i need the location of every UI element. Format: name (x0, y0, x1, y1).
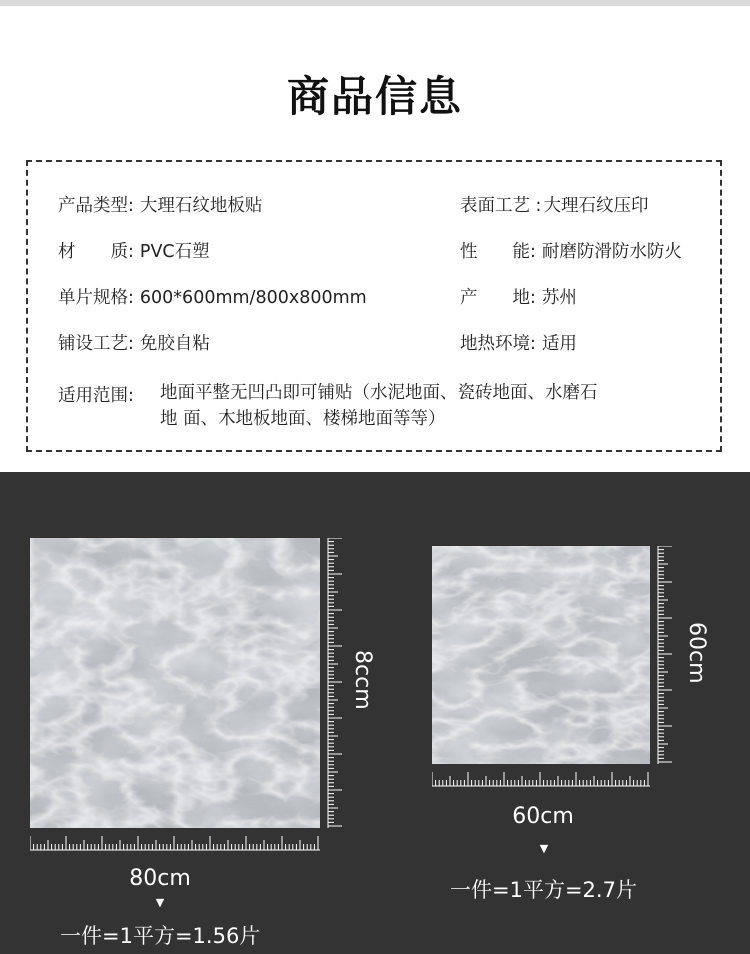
large-marble-tile-image (30, 538, 320, 828)
info-range-line1: 地面平整无凹凸即可铺贴（水泥地面、瓷砖地面、水磨石 (160, 383, 598, 403)
info-value: 免胶自粘 (139, 334, 210, 354)
large-tile-width-label: 80cm (129, 866, 191, 891)
info-label: 产 地: (460, 288, 536, 308)
info-surface (460, 192, 648, 217)
info-value: 适用 (541, 334, 577, 354)
info-value: 大理石纹压印 (543, 196, 649, 216)
large-tile-height-ruler (324, 538, 348, 828)
info-label: 材 质: (58, 242, 134, 262)
info-value: 大理石纹地板贴 (139, 196, 263, 216)
large-tile-width-ruler (30, 832, 320, 854)
info-floor-heating (460, 330, 577, 355)
small-marble-tile-image (432, 546, 650, 764)
large-tile-piece-text: 一件=1平方=1.56片 (60, 924, 261, 948)
small-tile-width-label: 60cm (512, 804, 574, 829)
info-spec (58, 284, 367, 309)
small-arrow-down-icon: ▼ (539, 842, 549, 855)
info-label: 表面工艺 : (460, 196, 542, 216)
info-range-label: 适用范围: (58, 386, 134, 406)
info-label: 地热环境: (460, 334, 536, 354)
info-material (58, 238, 210, 263)
info-install (58, 330, 210, 355)
small-tile-piece-text: 一件=1平方=2.7片 (450, 878, 637, 902)
info-product-type (58, 192, 262, 217)
info-value: 苏州 (541, 288, 577, 308)
info-value: PVC石塑 (139, 242, 210, 262)
small-tile-height-label: 60cm (684, 622, 709, 684)
info-origin (460, 284, 577, 309)
small-tile-height-ruler (654, 546, 678, 764)
info-label: 单片规格: (58, 288, 134, 308)
info-label: 产品类型: (58, 196, 134, 216)
top-divider-strip (0, 0, 750, 6)
small-tile-width-ruler (432, 768, 650, 790)
info-label: 性 能: (460, 242, 536, 262)
large-tile-height-label: 8ccm (350, 650, 375, 710)
large-arrow-down-icon: ▼ (155, 896, 165, 909)
page-title: 商品信息 (286, 72, 463, 121)
info-value: 600*600mm/800x800mm (139, 288, 367, 308)
info-label: 铺设工艺: (58, 334, 134, 354)
info-performance (460, 238, 682, 263)
info-range-line2: 地 面、木地板地面、楼梯地面等等） (160, 409, 446, 429)
info-value: 耐磨防滑防水防火 (541, 242, 682, 262)
